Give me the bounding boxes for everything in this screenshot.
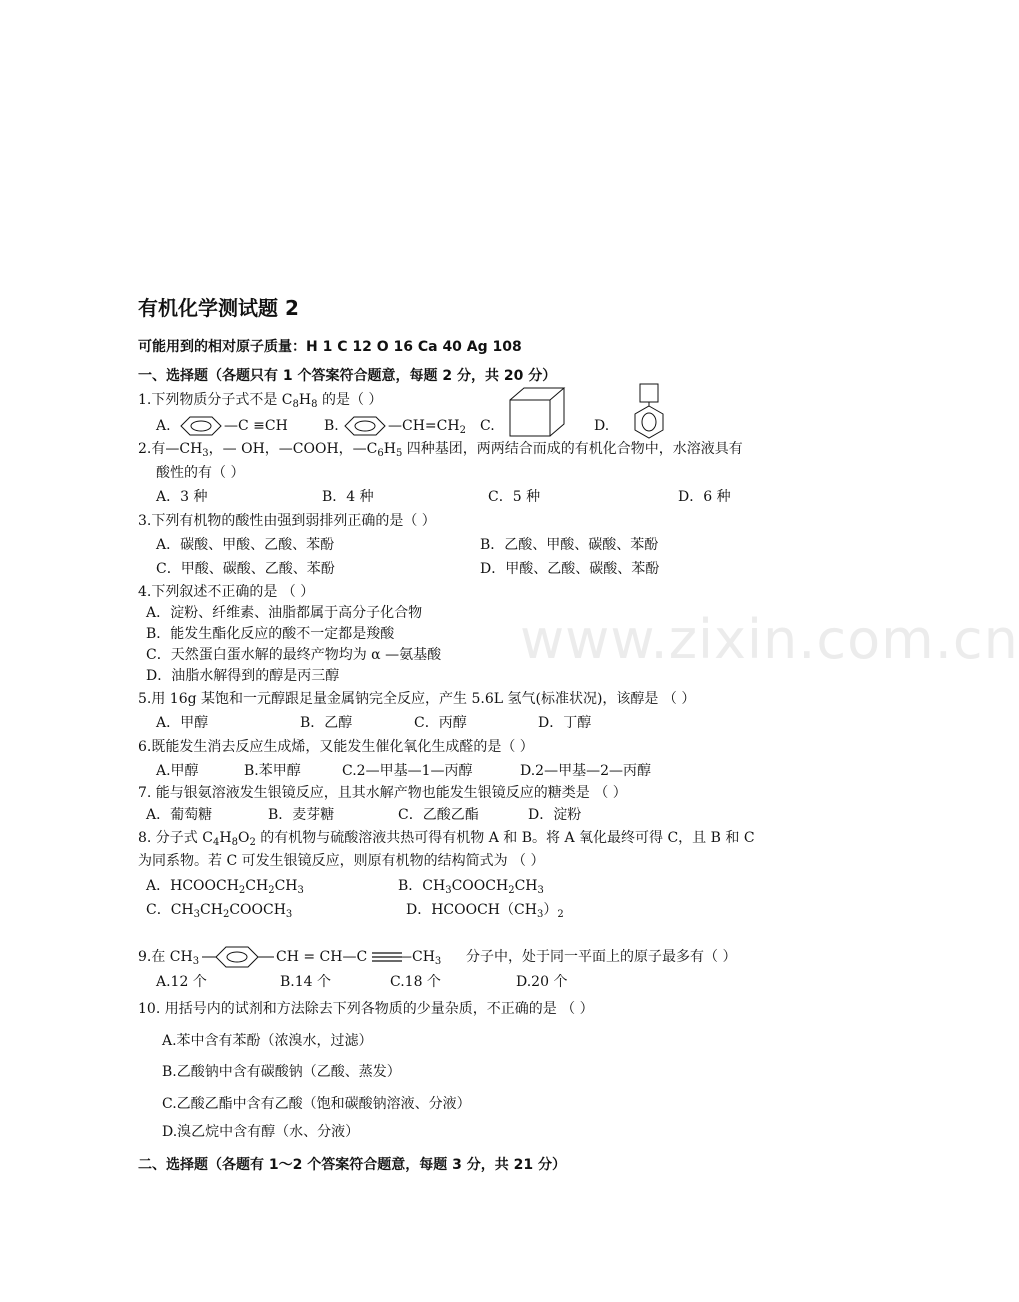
q10-option-d: D.溴乙烷中含有醇（水、分液） xyxy=(162,1124,360,1140)
q3-option-b: B．乙酸、甲酸、碳酸、苯酚 xyxy=(480,537,659,553)
q9-option-d: D.20 个 xyxy=(516,974,568,990)
q9-vinyl-segment: CH = CH—C xyxy=(276,949,368,965)
q10-option-b: B.乙酸钠中含有碳酸钠（乙酸、蒸发） xyxy=(162,1064,401,1080)
q5-stem: 5.用 16g 某饱和一元醇跟足量金属钠完全反应，产生 5.6L 氢气(标准状况)，该醇是 （ ） xyxy=(138,691,696,707)
q8-option-a: A．$HCOOCH_2CH_2CH_3$ xyxy=(146,878,304,896)
cyclobutyl-benzene-icon xyxy=(630,382,670,440)
q2-option-a: A．3 种 xyxy=(156,489,208,505)
q10-stem: 10. 用括号内的试剂和方法除去下列各物质的少量杂质，不正确的是 （ ） xyxy=(138,1001,594,1017)
cubane-cube-icon xyxy=(508,386,566,438)
section-2-heading: 二、选择题（各题有 1～2 个答案符合题意，每题 3 分，共 21 分） xyxy=(138,1157,566,1173)
q7-option-a: A．葡萄糖 xyxy=(146,807,213,823)
para-benzene-ring-icon xyxy=(202,944,274,970)
q7-option-c: C．乙酸乙酯 xyxy=(398,807,479,823)
q6-option-b: B.苯甲醇 xyxy=(244,763,301,779)
q6-stem: 6.既能发生消去反应生成烯，又能发生催化氧化生成醛的是（ ） xyxy=(138,739,534,755)
q3-option-d: D．甲酸、乙酸、碳酸、苯酚 xyxy=(480,561,660,577)
q1-option-c-label: C. xyxy=(480,418,495,434)
atomic-masses: 可能用到的相对原子质量：H 1 C 12 O 16 Ca 40 Ag 108 xyxy=(138,339,522,355)
q3-stem: 3.下列有机物的酸性由强到弱排列正确的是（ ） xyxy=(138,513,436,529)
q8-stem-line-1: 8. 分子式 $C_4H_8O_2$ 的有机物与硫酸溶液共热可得有机物 A 和 B。将 A 氧化最终可得 C，且 B 和 C xyxy=(138,830,755,848)
watermark: www.zixin.com.cn xyxy=(520,608,1019,671)
benzene-ring-icon xyxy=(342,414,388,438)
q7-stem: 7. 能与银氨溶液发生银镜反应，且其水解产物也能发生银镜反应的糖类是 （ ） xyxy=(138,785,627,801)
q4-option-b: B．能发生酯化反应的酸不一定都是羧酸 xyxy=(146,626,395,642)
q7-option-b: B．麦芽糖 xyxy=(268,807,335,823)
q6-option-c: C.2—甲基—1—丙醇 xyxy=(342,763,473,779)
q9-methyl-tail: $—CH_3$ xyxy=(398,949,442,967)
q9-option-b: B.14 个 xyxy=(280,974,332,990)
q2-option-d: D．6 种 xyxy=(678,489,731,505)
q8-stem-line-2: 为同系物。若 C 可发生银镜反应，则原有机物的结构简式为 （ ） xyxy=(138,853,545,869)
q2-stem-line-1: 2.有$—CH_3$，— OH，—COOH，$—C_6H_5$ 四种基团，两两结合而成的有机化合物中，水溶液具有 xyxy=(138,441,743,459)
q5-option-a: A．甲醇 xyxy=(156,715,209,731)
q1-option-d-label: D. xyxy=(594,418,610,434)
q4-option-c: C．天然蛋白蛋水解的最终产物均为 α —氨基酸 xyxy=(146,647,442,663)
q1-option-a-formula: —C ≡CH xyxy=(224,418,288,434)
q5-option-d: D．丁醇 xyxy=(538,715,592,731)
q4-option-a: A．淀粉、纤维素、油脂都属于高分子化合物 xyxy=(146,605,423,621)
q10-option-a: A.苯中含有苯酚（浓溴水，过滤） xyxy=(162,1033,373,1049)
q1-option-b-formula: $—CH=CH_2$ xyxy=(388,418,466,436)
page-title: 有机化学测试题 2 xyxy=(138,296,299,320)
q5-option-b: B．乙醇 xyxy=(300,715,353,731)
q1-option-b-label: B. xyxy=(324,418,339,434)
q8-option-d: D．$HCOOCH(CH_3)_2$ xyxy=(406,902,564,920)
q5-option-c: C．丙醇 xyxy=(414,715,467,731)
q9-option-c: C.18 个 xyxy=(390,974,441,990)
q3-option-c: C．甲酸、碳酸、乙酸、苯酚 xyxy=(156,561,335,577)
q4-stem: 4.下列叙述不正确的是 （ ） xyxy=(138,584,315,600)
q2-stem-line-2: 酸性的有（ ） xyxy=(156,465,245,481)
q2-option-b: B．4 种 xyxy=(322,489,374,505)
q1-stem: 1.下列物质分子式不是 $C_8H_8$ 的是（ ） xyxy=(138,392,383,410)
q8-option-b: B．$CH_3COOCH_2CH_3$ xyxy=(398,878,544,896)
q7-option-d: D．淀粉 xyxy=(528,807,582,823)
q6-option-d: D.2—甲基—2—丙醇 xyxy=(520,763,651,779)
q10-option-c: C.乙酸乙酯中含有乙酸（饱和碳酸钠溶液、分液） xyxy=(162,1096,471,1112)
q9-prefix: 9.在 $CH_3$ xyxy=(138,949,200,967)
q4-option-d: D．油脂水解得到的醇是丙三醇 xyxy=(146,668,340,684)
section-1-heading: 一、选择题（各题只有 1 个答案符合题意，每题 2 分，共 20 分） xyxy=(138,368,557,384)
q2-option-c: C．5 种 xyxy=(488,489,541,505)
q9-question: 分子中，处于同一平面上的原子最多有（ ） xyxy=(466,949,737,965)
q3-option-a: A．碳酸、甲酸、乙酸、苯酚 xyxy=(156,537,335,553)
q6-option-a: A.甲醇 xyxy=(156,763,199,779)
q1-option-a-label: A. xyxy=(156,418,171,434)
q9-option-a: A.12 个 xyxy=(156,974,207,990)
benzene-ring-icon xyxy=(178,414,224,438)
q8-option-c: C．$CH_3CH_2COOCH_3$ xyxy=(146,902,293,920)
